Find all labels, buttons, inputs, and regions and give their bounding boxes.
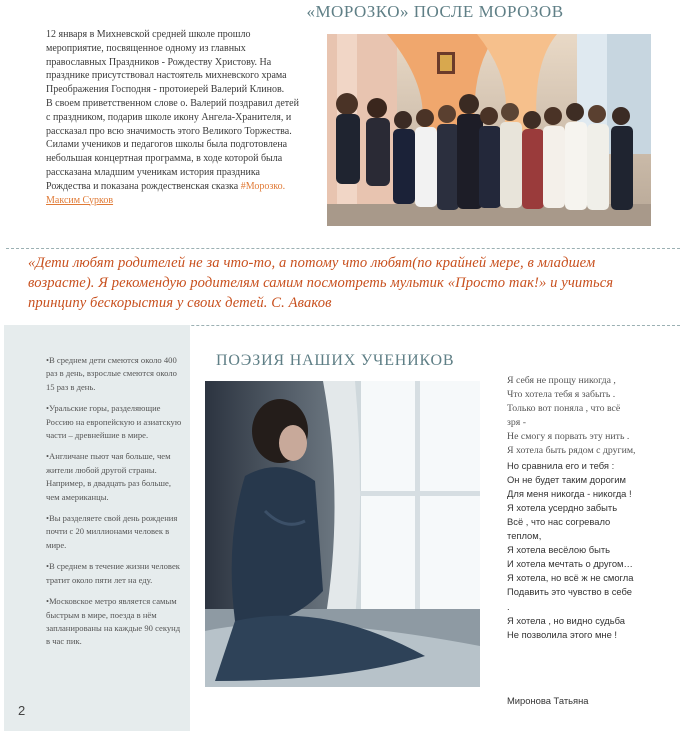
poetry-title: ПОЭЗИЯ НАШИХ УЧЕНИКОВ: [216, 352, 455, 369]
fact-item: •В среднем дети смеются около 400 раз в день, взрослые смеются около 15 раз в день.: [46, 355, 177, 392]
page-number: 2: [18, 703, 26, 718]
poem-line: Подавить это чувство в себе .: [507, 586, 632, 612]
article-paragraph: Силами учеников и педагогов школы была подготовлена небольшая концертная программа, в ходе которой была рассказана младшим ученикам история праздника Рождества и показана рождественская сказка: [46, 139, 288, 192]
fact-item: •Московское метро является самым быстрым в мире, поезда в нём запланированы на каждые 90 секунд в час пик.: [46, 596, 181, 647]
poem-line: Но сравнила его и тебя :: [507, 459, 615, 471]
fact-item: •Вы разделяете свой день рождения почти с 20 миллионами человек в мире.: [46, 513, 178, 550]
poem-author: Миронова Татьяна: [507, 695, 589, 706]
poem-line: Я хотела , но видно судьба: [507, 614, 626, 626]
poem-line: Я хотела усердно забыть: [507, 501, 618, 513]
article-author-link[interactable]: Максим Сурков: [46, 194, 114, 206]
facts-list: [46, 354, 186, 657]
poem-line: Я хотела весёлою быть: [507, 544, 611, 556]
poem-line: Всё , что нас согревало теплом,: [507, 515, 611, 542]
poem-line: Только вот поняла , что всё зря -: [507, 403, 621, 429]
article-paragraph: В своем приветственном слове о. Валерий поздравил детей с праздником, подарив школе икону Ангела-Хранителя, и рассказал про всю значимость этого Великого Торжества.: [46, 97, 299, 137]
quote-author: С. Аваков: [271, 295, 332, 311]
fact-item: •Англичане пьют чая больше, чем жители любой другой страны. Например, в двадцать раз больше, чем американцы.: [46, 451, 171, 502]
poem-line: Что хотела тебя я забыть .: [507, 389, 616, 401]
poem-line: Для меня никогда - никогда !: [507, 487, 632, 499]
poem-line: Не смогу я порвать эту нить .: [507, 431, 630, 443]
poem-line: И хотела мечтать о другом…: [507, 558, 633, 570]
group-photo: [327, 34, 651, 226]
poem-line: Не позволила этого мне !: [507, 628, 618, 640]
poem-line: Я хотела быть рядом с другим,: [507, 445, 636, 457]
fact-item: •Уральские горы, разделяющие Россию на европейскую и азиатскую части – древнейшие в мире.: [46, 403, 182, 441]
divider: [6, 248, 680, 249]
poem-line: Я себя не прощу никогда ,: [507, 375, 616, 386]
girl-at-window-photo: [205, 381, 480, 687]
article-paragraph: 12 января в Михневской средней школе прошло мероприятие, посвященное одному из главных православных Праздников - Рождеству Христову. На празднике присутствовал настоятель михневского храма Преображения Господня - протоиерей Валерий Клинов.: [46, 29, 287, 96]
fact-item: •В среднем в течение жизни человек тратит около пяти лет на еду.: [46, 561, 180, 585]
poem-line: Я хотела, но всё ж не смогла: [507, 572, 634, 584]
poem: [507, 374, 679, 642]
quote: [28, 253, 658, 313]
article-body: [46, 28, 302, 207]
article-tag: #Морозко.: [240, 180, 286, 192]
article-title: «МОРОЗКО» ПОСЛЕ МОРОЗОВ: [306, 2, 564, 21]
poem-line: Он не будет таким дорогим: [507, 473, 626, 485]
quote-text: «Дети любят родителей не за что-то, а потому что любят(по крайней мере, в младшем возрасте). Я рекомендую родителям самим посмотреть мультик «Просто так!» и учиться принципу бескорыстия у своих детей.: [28, 255, 614, 311]
